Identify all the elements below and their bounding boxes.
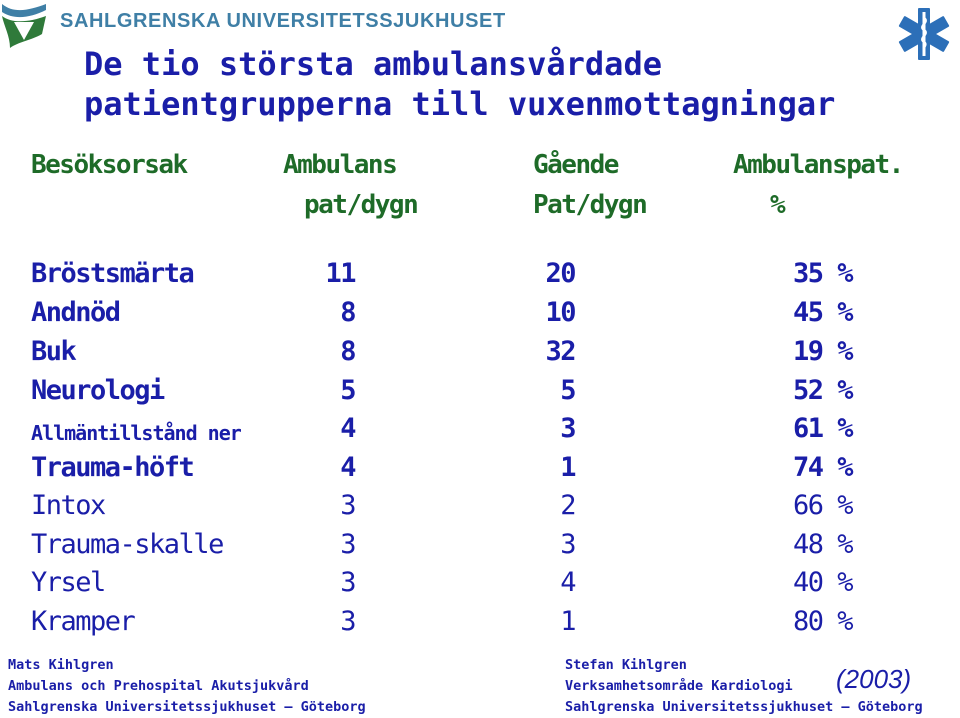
star-of-life-icon bbox=[896, 6, 952, 62]
author-org: Sahlgrenska Universitetssjukhuset – Göteborg bbox=[8, 699, 366, 715]
row-walking: 4 bbox=[560, 567, 575, 598]
row-ambulance: 3 bbox=[340, 567, 355, 598]
row-cause: Intox bbox=[31, 490, 105, 521]
row-pct: 40 % bbox=[792, 567, 852, 598]
row-cause: Trauma-höft bbox=[31, 452, 194, 483]
row-pct: 52 % bbox=[792, 375, 852, 406]
title-line-1: De tio största ambulansvårdade bbox=[84, 45, 662, 83]
row-cause: Buk bbox=[31, 336, 76, 367]
footer-author-left bbox=[8, 655, 366, 718]
row-pct: 45 % bbox=[792, 297, 852, 328]
row-walking: 1 bbox=[560, 452, 575, 483]
row-cause: Neurologi bbox=[31, 375, 164, 406]
row-ambulance: 4 bbox=[340, 413, 355, 444]
row-pct: 74 % bbox=[792, 452, 852, 483]
row-walking: 1 bbox=[560, 606, 575, 637]
row-ambulance: 4 bbox=[340, 452, 355, 483]
author-name: Mats Kihlgren bbox=[8, 657, 114, 673]
row-cause: Bröstsmärta bbox=[31, 258, 194, 289]
row-ambulance: 3 bbox=[340, 606, 355, 637]
row-walking: 10 bbox=[545, 297, 575, 328]
row-ambulance: 3 bbox=[340, 529, 355, 560]
row-cause: Allmäntillstånd ner bbox=[31, 421, 241, 445]
title-line-2: patientgrupperna till vuxenmottagningar bbox=[84, 85, 836, 123]
author-org: Sahlgrenska Universitetssjukhuset – Göteborg bbox=[565, 699, 923, 715]
row-walking: 5 bbox=[560, 375, 575, 406]
organization-name: SAHLGRENSKA UNIVERSITETSSJUKHUSET bbox=[60, 10, 506, 32]
column-header-cause: Besöksorsak bbox=[31, 150, 187, 180]
row-cause: Kramper bbox=[31, 606, 135, 637]
row-walking: 2 bbox=[560, 490, 575, 521]
row-walking: 32 bbox=[545, 336, 575, 367]
row-ambulance: 5 bbox=[340, 375, 355, 406]
row-ambulance: 8 bbox=[340, 297, 355, 328]
year-label: (2003) bbox=[836, 664, 912, 694]
row-walking: 20 bbox=[545, 258, 575, 289]
row-pct: 48 % bbox=[792, 529, 852, 560]
row-ambulance: 11 bbox=[325, 258, 355, 289]
row-pct: 19 % bbox=[792, 336, 852, 367]
row-ambulance: 3 bbox=[340, 490, 355, 521]
row-walking: 3 bbox=[560, 529, 575, 560]
row-cause: Andnöd bbox=[31, 297, 120, 328]
row-cause: Yrsel bbox=[31, 567, 105, 598]
row-pct: 35 % bbox=[792, 258, 852, 289]
sahlgrenska-logo-icon bbox=[0, 0, 52, 50]
row-ambulance: 8 bbox=[340, 336, 355, 367]
column-header-walking-unit: Pat/dygn bbox=[533, 190, 647, 220]
column-header-ambulance-unit: pat/dygn bbox=[304, 190, 418, 220]
column-header-walking: Gående bbox=[533, 150, 618, 180]
row-pct: 61 % bbox=[792, 413, 852, 444]
row-walking: 3 bbox=[560, 413, 575, 444]
column-header-ambulance: Ambulans bbox=[283, 150, 397, 180]
author-dept: Verksamhetsområde Kardiologi bbox=[565, 678, 793, 694]
row-pct: 66 % bbox=[792, 490, 852, 521]
column-header-ambulance-pct: Ambulanspat. bbox=[733, 150, 903, 180]
row-pct: 80 % bbox=[792, 606, 852, 637]
author-dept: Ambulans och Prehospital Akutsjukvård bbox=[8, 678, 309, 694]
page-title bbox=[84, 44, 835, 124]
row-cause: Trauma-skalle bbox=[31, 529, 223, 560]
author-name: Stefan Kihlgren bbox=[565, 657, 687, 673]
column-header-pct-unit: % bbox=[770, 190, 785, 220]
